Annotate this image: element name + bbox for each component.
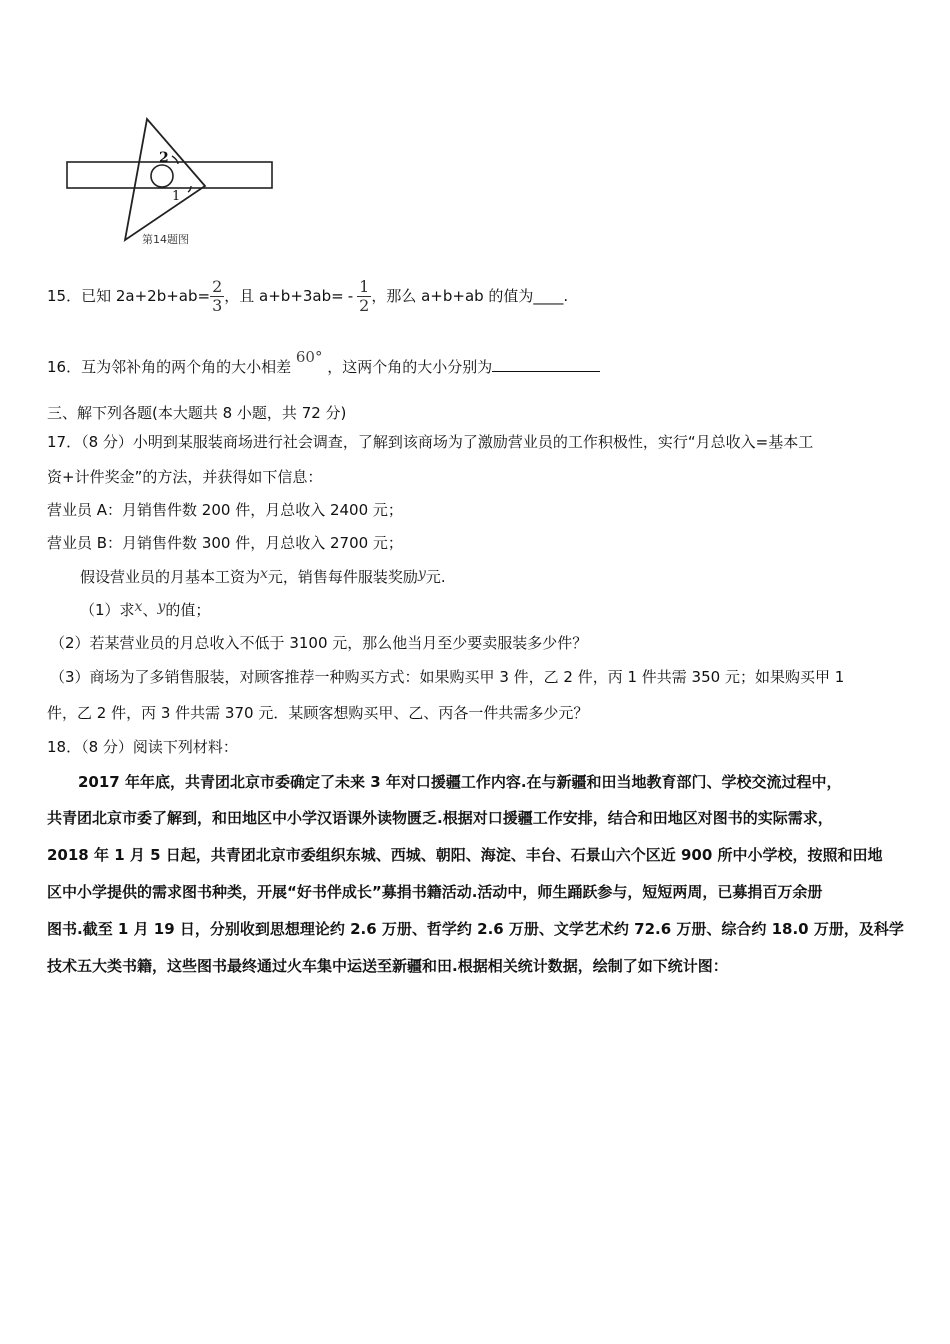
q17-line-1: 17．（8 分）小明到某服装商场进行社会调查，了解到该商场为了激励营业员的工作积极性，实行“月总收入=基本工 bbox=[47, 433, 814, 451]
section-3-heading: 三、解下列各题(本大题共 8 小题，共 72 分) bbox=[47, 404, 347, 422]
q15-frac2-den: 2 bbox=[359, 296, 370, 315]
q17-sub1-b: 的值； bbox=[165, 601, 211, 619]
q17-line-3: 营业员 A：月销售件数 200 件，月总收入 2400 元； bbox=[47, 501, 403, 519]
sub1-var-y: y bbox=[157, 599, 166, 615]
q18-paragraph-line-1: 2017 年年底，共青团北京市委确定了未来 3 年对口援疆工作内容.在与新疆和田当地教育部门、学校交流过程中， bbox=[78, 773, 842, 791]
q15-frac1-den: 3 bbox=[212, 296, 223, 315]
q15-frac1-num: 2 bbox=[212, 277, 223, 296]
q17-sub-2: （2）若某营业员的月总收入不低于 3100 元，那么他当月至少要卖服装多少件？ bbox=[50, 634, 588, 652]
q18-paragraph-line-6: 技术五大类书籍，这些图书最终通过火车集中运送至新疆和田.根据相关统计数据，绘制了如下统计图： bbox=[47, 957, 728, 975]
var-x: x bbox=[260, 566, 268, 582]
sub1-var-x: x bbox=[134, 599, 143, 615]
q15-suffix: ，那么 a+b+ab 的值为____. bbox=[371, 287, 569, 305]
q17-line5-b: 元，销售每件服装奖励 bbox=[267, 568, 418, 586]
q17-line5-c: 元. bbox=[425, 568, 446, 586]
q18-paragraph-line-2: 共青团北京市委了解到，和田地区中小学汉语课外读物匮乏.根据对口援疆工作安排，结合和田地区对图书的实际需求， bbox=[47, 809, 833, 827]
q18-line-1: 18．（8 分）阅读下列材料： bbox=[47, 738, 238, 756]
q17-sub-3-line-2: 件，乙 2 件，丙 3 件共需 370 元．某顾客想购买甲、乙、丙各一件共需多少元？ bbox=[47, 704, 589, 722]
q16-suffix: ，这两个角的大小分别为 bbox=[327, 358, 493, 376]
q18-paragraph-line-5: 图书.截至 1 月 19 日，分别收到思想理论约 2.6 万册、哲学约 2.6 万册、文学艺术约 72.6 万册、综合约 18.0 万册，及科学 bbox=[47, 920, 904, 938]
angle-label-2: 2 bbox=[159, 150, 169, 166]
question-15 bbox=[47, 270, 568, 322]
q15-fraction-1 bbox=[210, 278, 224, 315]
geometry-figure bbox=[60, 112, 280, 247]
q17-line5-a: 假设营业员的月基本工资为 bbox=[80, 568, 261, 586]
figure-triangle bbox=[125, 119, 205, 240]
q17-sub1-a: （1）求 bbox=[80, 601, 135, 619]
q16-degree: 60° bbox=[295, 348, 323, 366]
q16-prefix: 16．互为邻补角的两个角的大小相差 bbox=[47, 358, 292, 376]
q18-paragraph-line-3: 2018 年 1 月 5 日起，共青团北京市委组织东城、西城、朝阳、海淀、丰台、石景山六个区近 900 所中小学校，按照和田地 bbox=[47, 846, 883, 864]
q15-middle: ，且 a+b+3ab= bbox=[224, 287, 344, 305]
question-16 bbox=[47, 348, 600, 377]
q15-minus: - bbox=[347, 287, 354, 305]
q16-answer-blank[interactable] bbox=[492, 371, 600, 372]
q17-line-4: 营业员 B：月销售件数 300 件，月总收入 2700 元； bbox=[47, 534, 403, 552]
q15-prefix: 15．已知 2a+2b+ab= bbox=[47, 287, 211, 305]
q15-fraction-2 bbox=[357, 278, 371, 315]
q17-line-5 bbox=[80, 567, 446, 588]
angle-label-1: 1 bbox=[172, 189, 181, 204]
figure-caption: 第14题图 bbox=[142, 233, 189, 246]
q17-line-2: 资+计件奖金”的方法，并获得如下信息： bbox=[47, 468, 323, 486]
q17-sub-3-line-1: （3）商场为了多销售服装，对顾客推荐一种购买方式：如果购买甲 3 件，乙 2 件，丙 1 件共需 350 元；如果购买甲 1 bbox=[50, 668, 845, 686]
var-y: y bbox=[417, 566, 426, 582]
q18-paragraph-line-4: 区中小学提供的需求图书种类，开展“好书伴成长”募捐书籍活动.活动中，师生踊跃参与，短短两周，已募捐百万余册 bbox=[47, 883, 823, 901]
q17-sub1-sep: 、 bbox=[142, 601, 158, 619]
q17-sub-1 bbox=[80, 600, 210, 621]
q15-frac2-num: 1 bbox=[359, 277, 370, 296]
